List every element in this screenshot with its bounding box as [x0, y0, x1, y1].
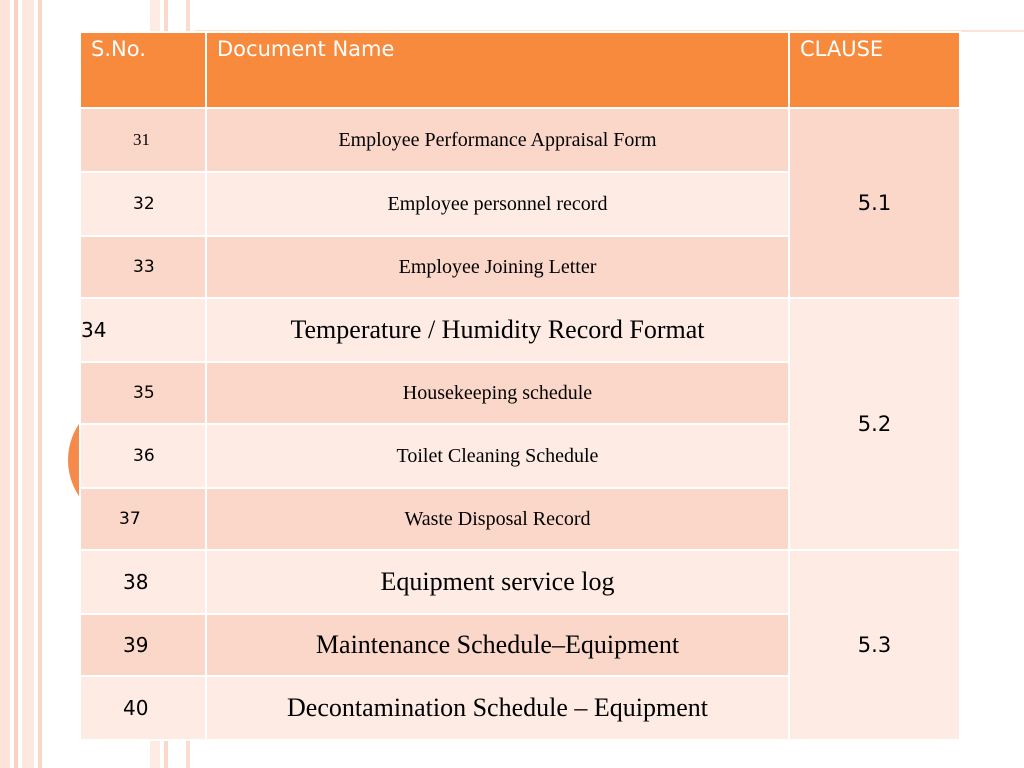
decor-stripe [0, 0, 10, 768]
decor-stripe [22, 0, 34, 768]
row-sno: 40 [80, 676, 206, 740]
row-document-name: Toilet Cleaning Schedule [206, 424, 789, 488]
header-clause: CLAUSE [789, 32, 960, 108]
row-document-name: Employee personnel record [206, 172, 789, 236]
row-sno: 33 [80, 236, 206, 298]
clause-cell: 5.2 [789, 298, 960, 550]
table-row [80, 108, 960, 172]
row-sno: 31 [80, 108, 206, 172]
row-sno: 38 [80, 550, 206, 614]
row-sno: 35 [80, 362, 206, 424]
row-document-name: Housekeeping schedule [206, 362, 789, 424]
decor-stripe [38, 0, 42, 768]
table-header-row [80, 32, 960, 108]
header-sno: S.No. [80, 32, 206, 108]
row-sno: 37 [80, 488, 206, 550]
row-sno: 39 [80, 614, 206, 676]
row-document-name: Temperature / Humidity Record Format [206, 298, 789, 362]
table-row [80, 298, 960, 362]
row-sno: 34 [80, 298, 206, 362]
clause-cell: 5.1 [789, 108, 960, 298]
document-table [79, 31, 961, 741]
row-document-name: Employee Performance Appraisal Form [206, 108, 789, 172]
decor-stripe [14, 0, 18, 768]
row-sno: 32 [80, 172, 206, 236]
row-sno: 36 [80, 424, 206, 488]
table-row [80, 550, 960, 614]
clause-cell: 5.3 [789, 550, 960, 740]
header-document-name: Document Name [206, 32, 789, 108]
row-document-name: Decontamination Schedule – Equipment [206, 676, 789, 740]
row-document-name: Employee Joining Letter [206, 236, 789, 298]
row-document-name: Equipment service log [206, 550, 789, 614]
row-document-name: Waste Disposal Record [206, 488, 789, 550]
row-document-name: Maintenance Schedule–Equipment [206, 614, 789, 676]
